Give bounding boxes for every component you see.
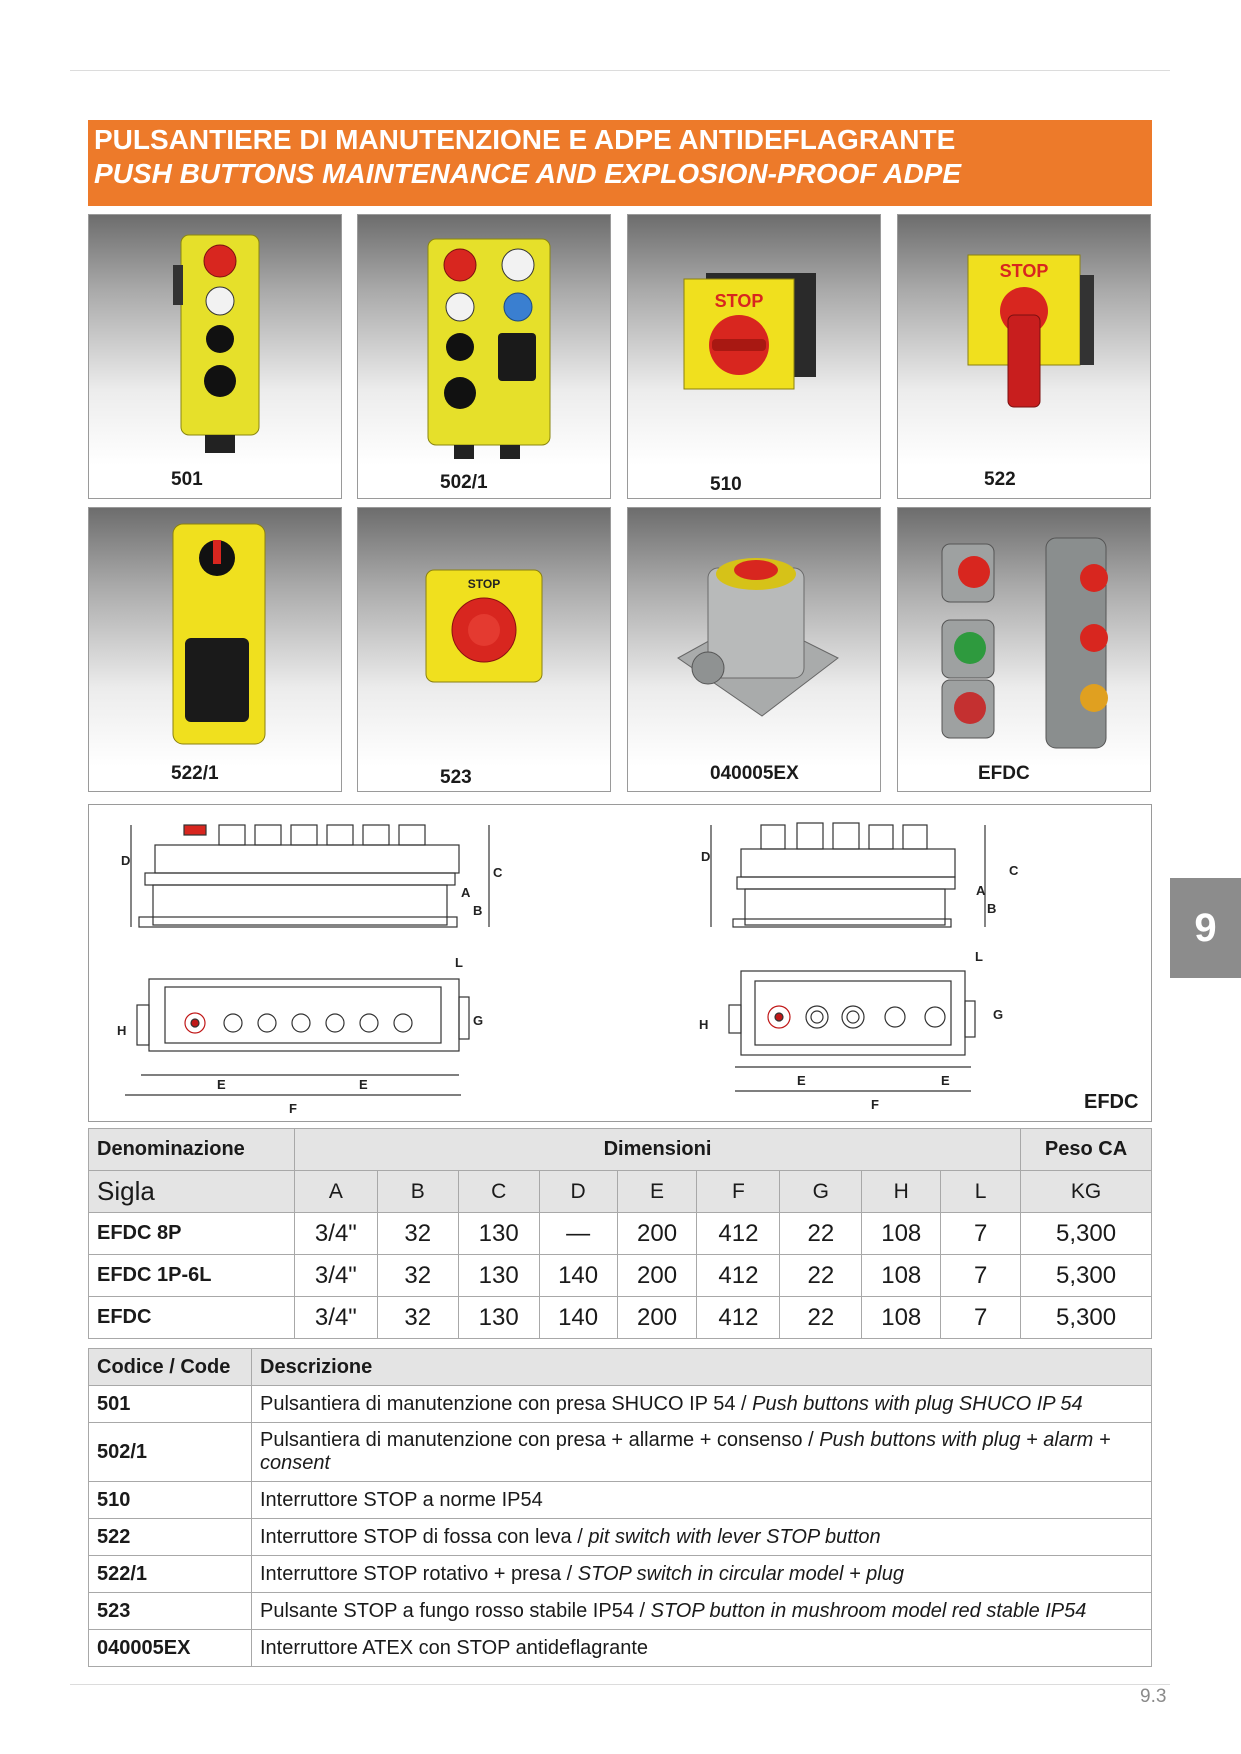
page-number: 9.3 <box>1140 1686 1167 1707</box>
cell-e: 200 <box>617 1213 697 1255</box>
dim-label-h: H <box>117 1023 127 1038</box>
col-peso: Peso CA <box>1021 1129 1152 1171</box>
row-description <box>252 1519 1152 1556</box>
cell-b: 32 <box>377 1297 458 1339</box>
col-d: D <box>539 1171 617 1213</box>
row-description <box>252 1556 1152 1593</box>
row-code: 523 <box>89 1593 252 1630</box>
cell-g: 22 <box>780 1255 862 1297</box>
product-tile-502-1 <box>357 214 611 499</box>
col-g: G <box>780 1171 862 1213</box>
cell-a: 3/4" <box>294 1297 377 1339</box>
technical-drawing <box>88 804 1152 1122</box>
dim-label-a: A <box>461 885 471 900</box>
desc-italian: Interruttore STOP a norme IP54 <box>260 1488 543 1511</box>
title-italian: PULSANTIERE DI MANUTENZIONE E ADPE ANTIDEFLAGRANTE <box>94 124 956 155</box>
cell-b: 32 <box>377 1213 458 1255</box>
product-tile-522-1 <box>88 507 342 792</box>
pushbutton-station-photo <box>358 215 611 465</box>
product-photo <box>89 215 341 465</box>
row-code: 501 <box>89 1386 252 1423</box>
product-code: 522 <box>984 469 1016 490</box>
row-code: 522 <box>89 1519 252 1556</box>
col-l: L <box>941 1171 1021 1213</box>
cell-e: 200 <box>617 1297 697 1339</box>
product-code: 501 <box>171 469 203 490</box>
col-f: F <box>697 1171 780 1213</box>
row-description <box>252 1423 1152 1482</box>
cell-g: 22 <box>780 1297 862 1339</box>
cell-l: 7 <box>941 1297 1021 1339</box>
cell-e: 200 <box>617 1255 697 1297</box>
row-name: EFDC <box>89 1297 295 1339</box>
product-tile-522 <box>897 214 1151 499</box>
dim-label-g: G <box>993 1007 1004 1022</box>
dim-label-l: L <box>455 955 463 970</box>
product-photo <box>898 215 1150 465</box>
rotary-stop-plug-photo <box>89 508 342 766</box>
cell-kg: 5,300 <box>1021 1297 1152 1339</box>
row-code: 040005EX <box>89 1630 252 1667</box>
cell-d: 140 <box>539 1255 617 1297</box>
dim-label-b: B <box>473 903 483 918</box>
stop-text: STOP <box>467 577 501 591</box>
dim-label-d: D <box>121 853 131 868</box>
bottom-divider <box>70 1684 1170 1685</box>
dim-label-b: B <box>987 901 997 916</box>
col-code: Codice / Code <box>89 1349 252 1386</box>
product-code: 040005EX <box>710 763 799 784</box>
row-code: 510 <box>89 1482 252 1519</box>
row-description <box>252 1386 1152 1423</box>
table-row <box>89 1482 1152 1519</box>
row-code: 522/1 <box>89 1556 252 1593</box>
col-h: H <box>862 1171 941 1213</box>
product-photo <box>628 508 880 766</box>
col-c: C <box>458 1171 539 1213</box>
col-denominazione: Denominazione <box>89 1129 295 1171</box>
table-row <box>89 1255 1152 1297</box>
table-subheader-row <box>89 1171 1152 1213</box>
table-row <box>89 1556 1152 1593</box>
product-code: EFDC <box>978 763 1030 784</box>
row-name: EFDC 1P-6L <box>89 1255 295 1297</box>
product-code: 510 <box>710 474 742 495</box>
product-tile-efdc <box>897 507 1151 792</box>
col-kg: KG <box>1021 1171 1152 1213</box>
description-table <box>88 1348 1152 1667</box>
product-code: 522/1 <box>171 763 219 784</box>
desc-english: STOP button in mushroom model red stable IP54 <box>650 1599 1087 1622</box>
dimension-drawings <box>89 805 1151 1121</box>
dim-label-e: E <box>941 1073 950 1088</box>
desc-italian: Pulsantiera di manutenzione con presa SHUCO IP 54 / <box>260 1392 753 1415</box>
drawing-label: EFDC <box>1084 1091 1139 1113</box>
stop-switch-photo <box>628 215 881 465</box>
pit-switch-lever-photo <box>898 215 1151 465</box>
table-row <box>89 1519 1152 1556</box>
desc-english: pit switch with lever STOP button <box>588 1525 881 1548</box>
dim-label-a: A <box>976 883 986 898</box>
table-header-row <box>89 1349 1152 1386</box>
cell-kg: 5,300 <box>1021 1255 1152 1297</box>
pushbutton-station-photo <box>89 215 342 465</box>
desc-italian: Interruttore STOP rotativo + presa / <box>260 1562 578 1585</box>
cell-kg: 5,300 <box>1021 1213 1152 1255</box>
product-tile-040005ex <box>627 507 881 792</box>
cell-c: 130 <box>458 1255 539 1297</box>
dim-label-e: E <box>217 1077 226 1092</box>
title-english: PUSH BUTTONS MAINTENANCE AND EXPLOSION-PROOF ADPE <box>94 158 962 189</box>
desc-italian: Pulsantiera di manutenzione con presa + allarme + consenso / <box>260 1429 820 1451</box>
col-description: Descrizione <box>252 1349 1152 1386</box>
table-row <box>89 1423 1152 1482</box>
col-a: A <box>294 1171 377 1213</box>
dim-label-c: C <box>1009 863 1019 878</box>
cell-a: 3/4" <box>294 1213 377 1255</box>
row-description <box>252 1482 1152 1519</box>
cell-l: 7 <box>941 1213 1021 1255</box>
row-name: EFDC 8P <box>89 1213 295 1255</box>
row-description <box>252 1630 1152 1667</box>
table-row <box>89 1630 1152 1667</box>
table-row <box>89 1593 1152 1630</box>
mushroom-stop-button-photo <box>358 508 611 766</box>
product-tile-501 <box>88 214 342 499</box>
cell-d: 140 <box>539 1297 617 1339</box>
product-photo <box>358 215 610 465</box>
desc-english: Push buttons with plug SHUCO IP 54 <box>752 1392 1083 1415</box>
dim-label-d: D <box>701 849 711 864</box>
section-banner <box>88 120 1152 206</box>
table-row <box>89 1213 1152 1255</box>
col-dimensioni: Dimensioni <box>294 1129 1020 1171</box>
top-divider <box>70 70 1170 71</box>
dim-label-f: F <box>871 1097 879 1112</box>
cell-h: 108 <box>862 1297 941 1339</box>
dim-label-l: L <box>975 949 983 964</box>
cell-c: 130 <box>458 1213 539 1255</box>
product-photo <box>898 508 1150 766</box>
cell-f: 412 <box>697 1255 780 1297</box>
desc-italian: Pulsante STOP a fungo rosso stabile IP54 / <box>260 1599 651 1622</box>
dim-label-e: E <box>359 1077 368 1092</box>
cell-l: 7 <box>941 1255 1021 1297</box>
product-photo <box>358 508 610 766</box>
table-header-row <box>89 1129 1152 1171</box>
cell-d: — <box>539 1213 617 1255</box>
table-row <box>89 1386 1152 1423</box>
dim-label-e: E <box>797 1073 806 1088</box>
col-b: B <box>377 1171 458 1213</box>
row-description <box>252 1593 1152 1630</box>
desc-english: Push buttons with plug + alarm + consent <box>260 1429 1111 1474</box>
product-code: 502/1 <box>440 472 488 493</box>
cell-h: 108 <box>862 1255 941 1297</box>
desc-italian: Interruttore ATEX con STOP antideflagrante <box>260 1636 648 1659</box>
col-e: E <box>617 1171 697 1213</box>
stop-text: STOP <box>714 291 764 311</box>
section-tab: 9 <box>1170 878 1241 978</box>
cell-g: 22 <box>780 1213 862 1255</box>
table-row <box>89 1297 1152 1339</box>
cell-f: 412 <box>697 1297 780 1339</box>
dim-label-c: C <box>493 865 503 880</box>
dim-label-f: F <box>289 1101 297 1116</box>
desc-italian: Interruttore STOP di fossa con leva / <box>260 1525 589 1548</box>
atex-stop-switch-photo <box>628 508 881 766</box>
row-code: 502/1 <box>89 1423 252 1482</box>
product-tile-523 <box>357 507 611 792</box>
product-photo <box>89 508 341 766</box>
dim-label-g: G <box>473 1013 484 1028</box>
dimensions-table <box>88 1128 1152 1339</box>
cell-h: 108 <box>862 1213 941 1255</box>
cell-c: 130 <box>458 1297 539 1339</box>
stop-text: STOP <box>999 261 1049 281</box>
cell-a: 3/4" <box>294 1255 377 1297</box>
efdc-control-stations-photo <box>898 508 1151 766</box>
col-sigla: Sigla <box>89 1171 295 1213</box>
desc-english: STOP switch in circular model + plug <box>577 1562 904 1585</box>
product-code: 523 <box>440 767 472 788</box>
product-photo <box>628 215 880 465</box>
product-tile-510 <box>627 214 881 499</box>
cell-f: 412 <box>697 1213 780 1255</box>
dim-label-h: H <box>699 1017 709 1032</box>
cell-b: 32 <box>377 1255 458 1297</box>
